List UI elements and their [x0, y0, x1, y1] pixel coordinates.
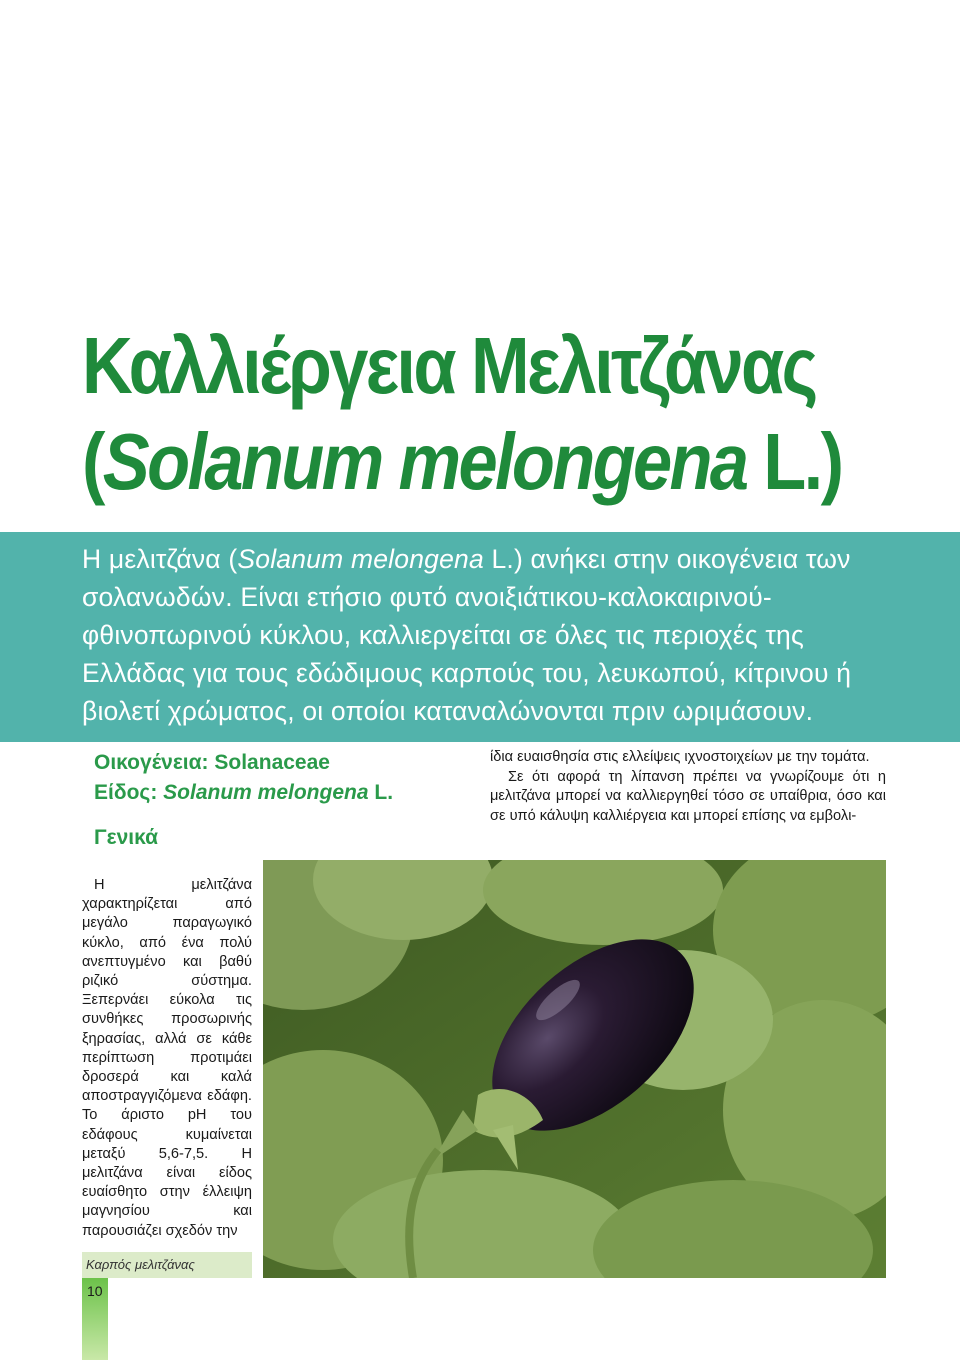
intro-part-2: L.) ανήκει στην οικογένεια των σολανωδών. Είναι ετήσιο φυτό ανοιξιάτικου-καλοκαιρινού-φθινοπωρινού κύκλου, καλλιεργείται σε όλες τις περιοχές της Ελλάδας για τους εδώδιμους καρπούς του, λευκωπού, κίτρινου ή βιολετί χρώματος, οι οποίοι καταναλώνονται πριν ωριμάσουν. — [82, 544, 852, 726]
right-column — [490, 748, 886, 826]
species-label: Είδος: — [94, 781, 164, 804]
family-label: Οικογένεια: — [94, 751, 215, 774]
intro-species: Solanum melongena — [237, 544, 484, 574]
left-column-text: Η μελιτζάνα χαρακτηρίζεται από μεγάλο παραγωγικό κύκλο, από ένα πολύ ανεπτυγμένο και βαθύ ριζικό σύστημα. Ξεπερνάει εύκολα τις συνθήκες προσωρινής ξηρασίας, αλλά σε κάθε περίπτωση προτιμάει δροσερά και καλά αποστραγγιζόμενα εδάφη. Το άριστο pH του εδάφους κυμαίνεται μεταξύ 5,6-7,5. Η μελιτζάνα είναι είδος ευαίσθητο στην έλλειψη μαγνησίου και παρουσιάζει σχεδόν την — [82, 877, 252, 1239]
species-value: Solanum melongena — [163, 781, 369, 804]
family-value: Solanaceae — [214, 751, 330, 774]
title-species: Solanum melongena — [102, 417, 747, 506]
photo-caption: Καρπός μελιτζάνας — [82, 1252, 252, 1278]
page-title — [82, 318, 841, 510]
right-paragraph-1: ίδια ευαισθησία στις ελλείψεις ιχνοστοιχείων με την τομάτα. — [490, 749, 870, 765]
species-suffix: L. — [368, 781, 394, 804]
taxonomy-block — [94, 748, 393, 808]
family-line — [94, 748, 393, 778]
intro-paragraph — [82, 540, 902, 730]
intro-part-1: Η μελιτζάνα ( — [82, 544, 238, 574]
right-paragraph-2: Σε ότι αφορά τη λίπανση πρέπει να γνωρίζουμε ότι η μελιτζάνα μπορεί να καλλιεργηθεί τόσο σε υπαίθρια, όσο και σε υπό κάλυψη καλλιέργεια και μπορεί επίσης να εμβολι- — [490, 768, 886, 824]
title-paren-open: ( — [82, 417, 103, 506]
title-paren-close: L.) — [746, 417, 842, 506]
title-line-1: Καλλιέργεια Μελιτζάνας — [82, 321, 816, 410]
section-heading-general: Γενικά — [94, 826, 159, 849]
eggplant-photo — [263, 860, 886, 1278]
species-line — [94, 778, 393, 808]
eggplant-illustration — [263, 860, 886, 1278]
page-number: 10 — [87, 1283, 103, 1299]
